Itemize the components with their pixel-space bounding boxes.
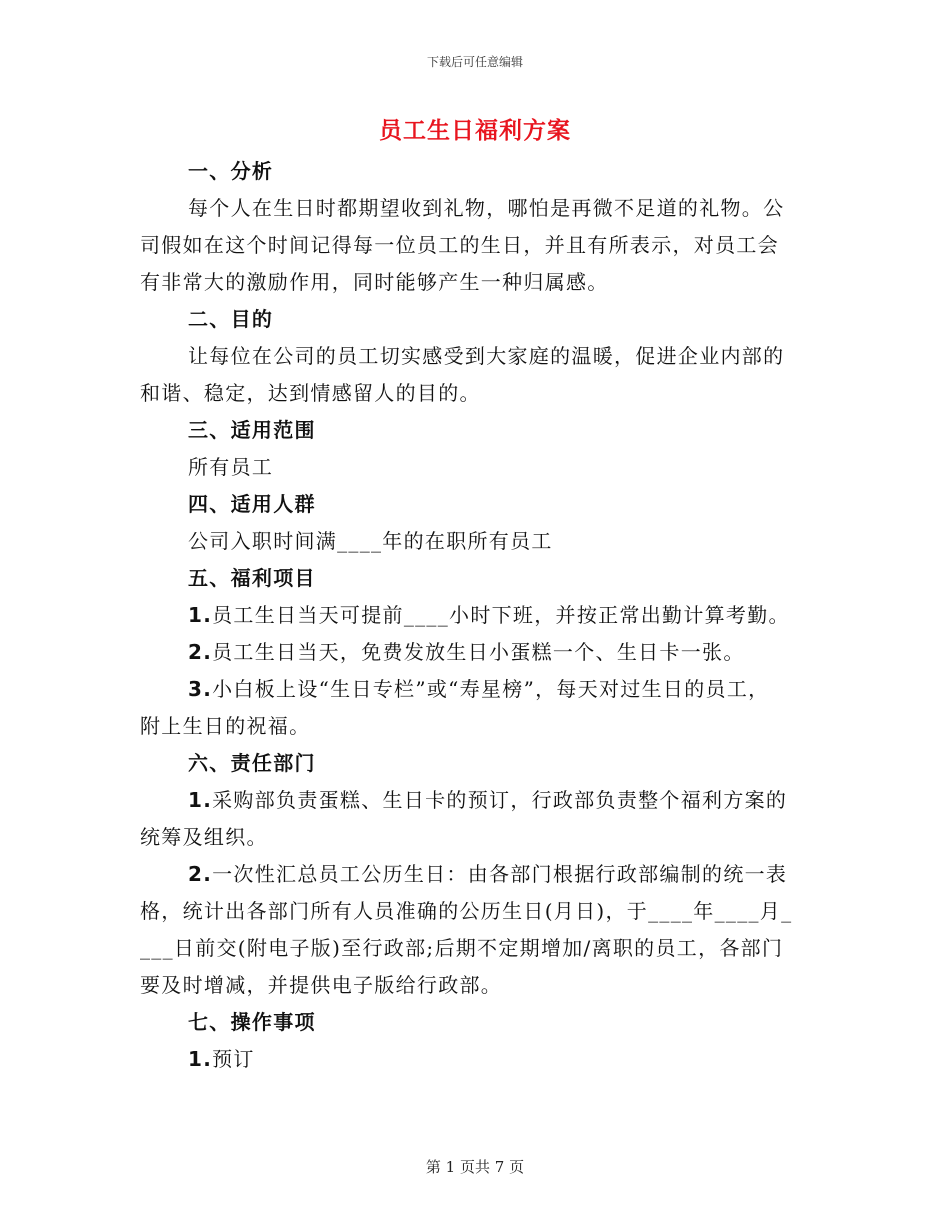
section-heading-target-group: 四、适用人群	[188, 492, 316, 516]
document-body	[140, 153, 808, 1078]
list-item-continuation: 统筹及组织。	[140, 825, 268, 849]
list-item-number: 1.	[188, 1047, 213, 1071]
list-item	[140, 1041, 808, 1078]
list-item-continuation: ___日前交(附电子版)至行政部;后期不定期增加/离职的员工，各部门	[140, 936, 784, 960]
list-item-text: 采购部负责蛋糕、生日卡的预订，行政部负责整个福利方案的	[212, 788, 788, 812]
section-heading-purpose: 二、目的	[188, 307, 274, 331]
list-item-text: 员工生日当天，免费发放生日小蛋糕一个、生日卡一张。	[212, 640, 745, 664]
section-heading-analysis: 一、分析	[188, 159, 274, 183]
paragraph-line: 和谐、稳定，达到情感留人的目的。	[140, 381, 481, 405]
paragraph-line: 公司入职时间满____年的在职所有员工	[188, 529, 553, 553]
list-item-text: 员工生日当天可提前____小时下班，并按正常出勤计算考勤。	[212, 603, 790, 627]
list-item-text: 一次性汇总员工公历生日：由各部门根据行政部编制的统一表	[212, 862, 788, 886]
section-heading-responsible-dept: 六、责任部门	[188, 751, 316, 775]
list-item-number: 2.	[188, 640, 213, 664]
section-heading-benefits: 五、福利项目	[188, 566, 316, 590]
paragraph-line: 所有员工	[188, 455, 274, 479]
list-item-number: 1.	[188, 788, 213, 812]
list-item-text: 小白板上设“生日专栏”或“寿星榜”，每天对过生日的员工，	[212, 677, 770, 701]
paragraph-line: 司假如在这个时间记得每一位员工的生日，并且有所表示，对员工会	[140, 233, 779, 257]
list-item-text: 预订	[212, 1047, 255, 1071]
list-item-continuation: 要及时增减，并提供电子版给行政部。	[140, 973, 503, 997]
list-item	[140, 671, 808, 708]
list-item-continuation: 附上生日的祝福。	[140, 714, 311, 738]
list-item-continuation: 格，统计出各部门所有人员准确的公历生日(月日)，于____年____月_	[140, 899, 793, 923]
page-footer: 第 1 页共 7 页	[425, 1158, 525, 1176]
list-item-number: 2.	[188, 862, 213, 886]
page-header: 下载后可任意编辑	[426, 55, 523, 69]
paragraph-line: 有非常大的激励作用，同时能够产生一种归属感。	[140, 270, 609, 294]
list-item	[140, 782, 808, 819]
list-item	[140, 597, 808, 634]
section-heading-scope: 三、适用范围	[188, 418, 316, 442]
document-title: 员工生日福利方案	[379, 117, 571, 144]
section-heading-operations: 七、操作事项	[188, 1010, 316, 1034]
list-item	[140, 856, 808, 893]
paragraph-line: 让每位在公司的员工切实感受到大家庭的温暖，促进企业内部的	[188, 344, 785, 368]
list-item	[140, 634, 808, 671]
paragraph-line: 每个人在生日时都期望收到礼物，哪怕是再微不足道的礼物。公	[188, 196, 785, 220]
list-item-number: 1.	[188, 603, 213, 627]
list-item-number: 3.	[188, 677, 213, 701]
